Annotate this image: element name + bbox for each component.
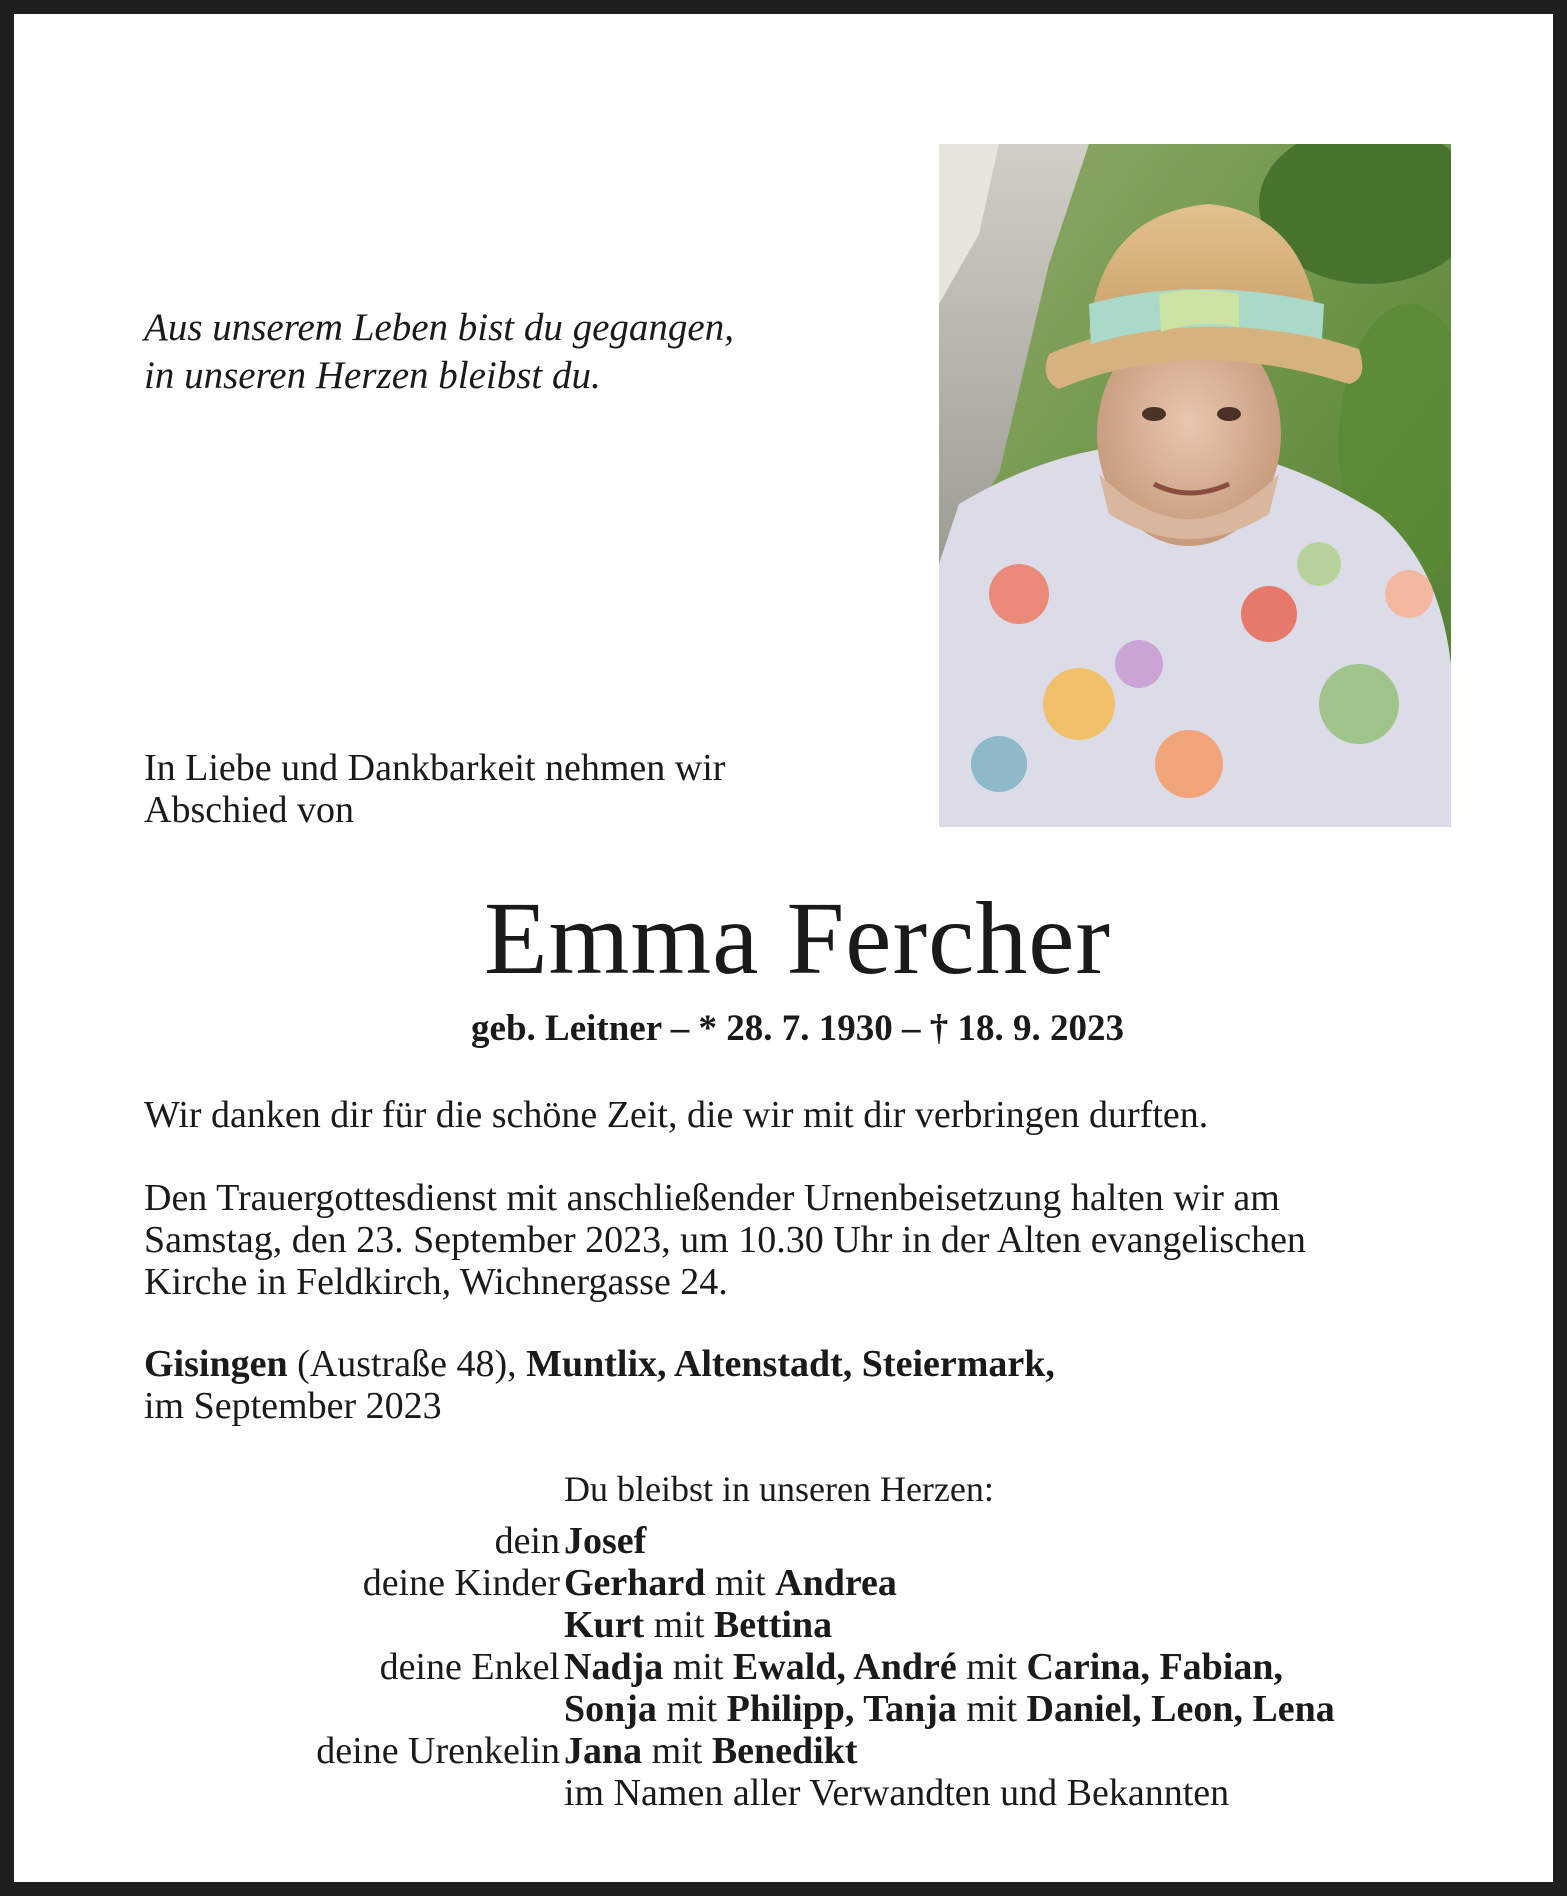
- family-row-children-1: [174, 1562, 1474, 1604]
- relation-label: deine Enkel: [379, 1646, 560, 1688]
- relation-label-empty: [174, 1688, 564, 1730]
- family-name: Daniel, Leon, Lena: [1026, 1688, 1335, 1730]
- family-name: Benedikt: [711, 1730, 858, 1772]
- family-names: [564, 1730, 1474, 1772]
- relation-label: deine Kinder: [362, 1562, 560, 1604]
- family-name: Jana: [564, 1730, 643, 1772]
- place-town: Gisingen: [144, 1343, 288, 1385]
- relation-label-empty: [174, 1772, 564, 1814]
- portrait-photo: [939, 144, 1451, 827]
- funeral-service-text: [144, 1177, 1306, 1303]
- place-date: im September 2023: [144, 1385, 442, 1427]
- family-name: Nadja: [564, 1646, 664, 1688]
- service-line-1: Den Trauergottesdienst mit anschließender Urnenbeisetzung halten wir am: [144, 1177, 1280, 1219]
- family-row-greatgrandchild: [174, 1730, 1474, 1772]
- name-josef: Josef: [564, 1520, 647, 1562]
- service-line-2: Samstag, den 23. September 2023, um 10.30 Uhr in der Alten evangelischen: [144, 1219, 1306, 1261]
- connector-word: mit: [642, 1730, 712, 1772]
- connector-word: mit: [705, 1562, 776, 1604]
- family-name: Sonja: [564, 1688, 657, 1730]
- family-name: Gerhard: [564, 1562, 706, 1604]
- service-line-3: Kirche in Feldkirch, Wichnergasse 24.: [144, 1261, 728, 1303]
- connector-word: mit: [663, 1646, 733, 1688]
- place-address: (Austraße 48),: [287, 1343, 527, 1385]
- intro-text: [144, 747, 725, 831]
- family-list: [174, 1520, 1474, 1814]
- place-others: Muntlix, Altenstadt, Steiermark,: [526, 1343, 1055, 1385]
- connector-word: mit: [956, 1646, 1027, 1688]
- motto: [144, 304, 734, 400]
- thanks-text: Wir danken dir für die schöne Zeit, die wir mit dir verbringen durften.: [144, 1094, 1209, 1136]
- connector-word: mit: [644, 1604, 714, 1646]
- portrait-image: [939, 144, 1451, 827]
- family-name: Philipp, Tanja: [726, 1688, 957, 1730]
- relation-label: deine Urenkelin: [316, 1730, 560, 1772]
- family-name: Carina, Fabian,: [1026, 1646, 1283, 1688]
- family-row-children-2: [174, 1604, 1474, 1646]
- deceased-name: Emma Fercher: [483, 881, 1112, 996]
- family-row-all: [174, 1772, 1474, 1814]
- life-dates: geb. Leitner – * 28. 7. 1930 – † 18. 9. 2023: [471, 1008, 1124, 1049]
- connector-word: mit: [956, 1688, 1027, 1730]
- connector-word: mit: [656, 1688, 727, 1730]
- family-names: [564, 1688, 1474, 1730]
- intro-line-1: In Liebe und Dankbarkeit nehmen wir: [144, 747, 726, 789]
- family-names: [564, 1604, 1474, 1646]
- place-and-date: [144, 1343, 1055, 1427]
- family-names: [564, 1562, 1474, 1604]
- relation-label-empty: [174, 1604, 564, 1646]
- closing-line: Du bleibst in unseren Herzen:: [564, 1469, 994, 1509]
- motto-line-1: Aus unserem Leben bist du gegangen,: [144, 306, 734, 349]
- motto-line-2: in unseren Herzen bleibst du.: [144, 354, 601, 397]
- family-names: [564, 1646, 1474, 1688]
- family-name: Kurt: [564, 1604, 645, 1646]
- family-row-grandchildren-2: [174, 1688, 1474, 1730]
- family-name: Bettina: [713, 1604, 833, 1646]
- family-name: Andrea: [775, 1562, 897, 1604]
- place-line: [144, 1343, 1055, 1385]
- intro-line-2: Abschied von: [144, 789, 355, 831]
- family-row-husband: [174, 1520, 1474, 1562]
- family-names: [564, 1520, 1474, 1562]
- relation-label: dein: [494, 1520, 560, 1562]
- family-name: Ewald, André: [732, 1646, 957, 1688]
- all-relatives-line: im Namen aller Verwandten und Bekannten: [564, 1772, 1230, 1814]
- family-row-grandchildren-1: [174, 1646, 1474, 1688]
